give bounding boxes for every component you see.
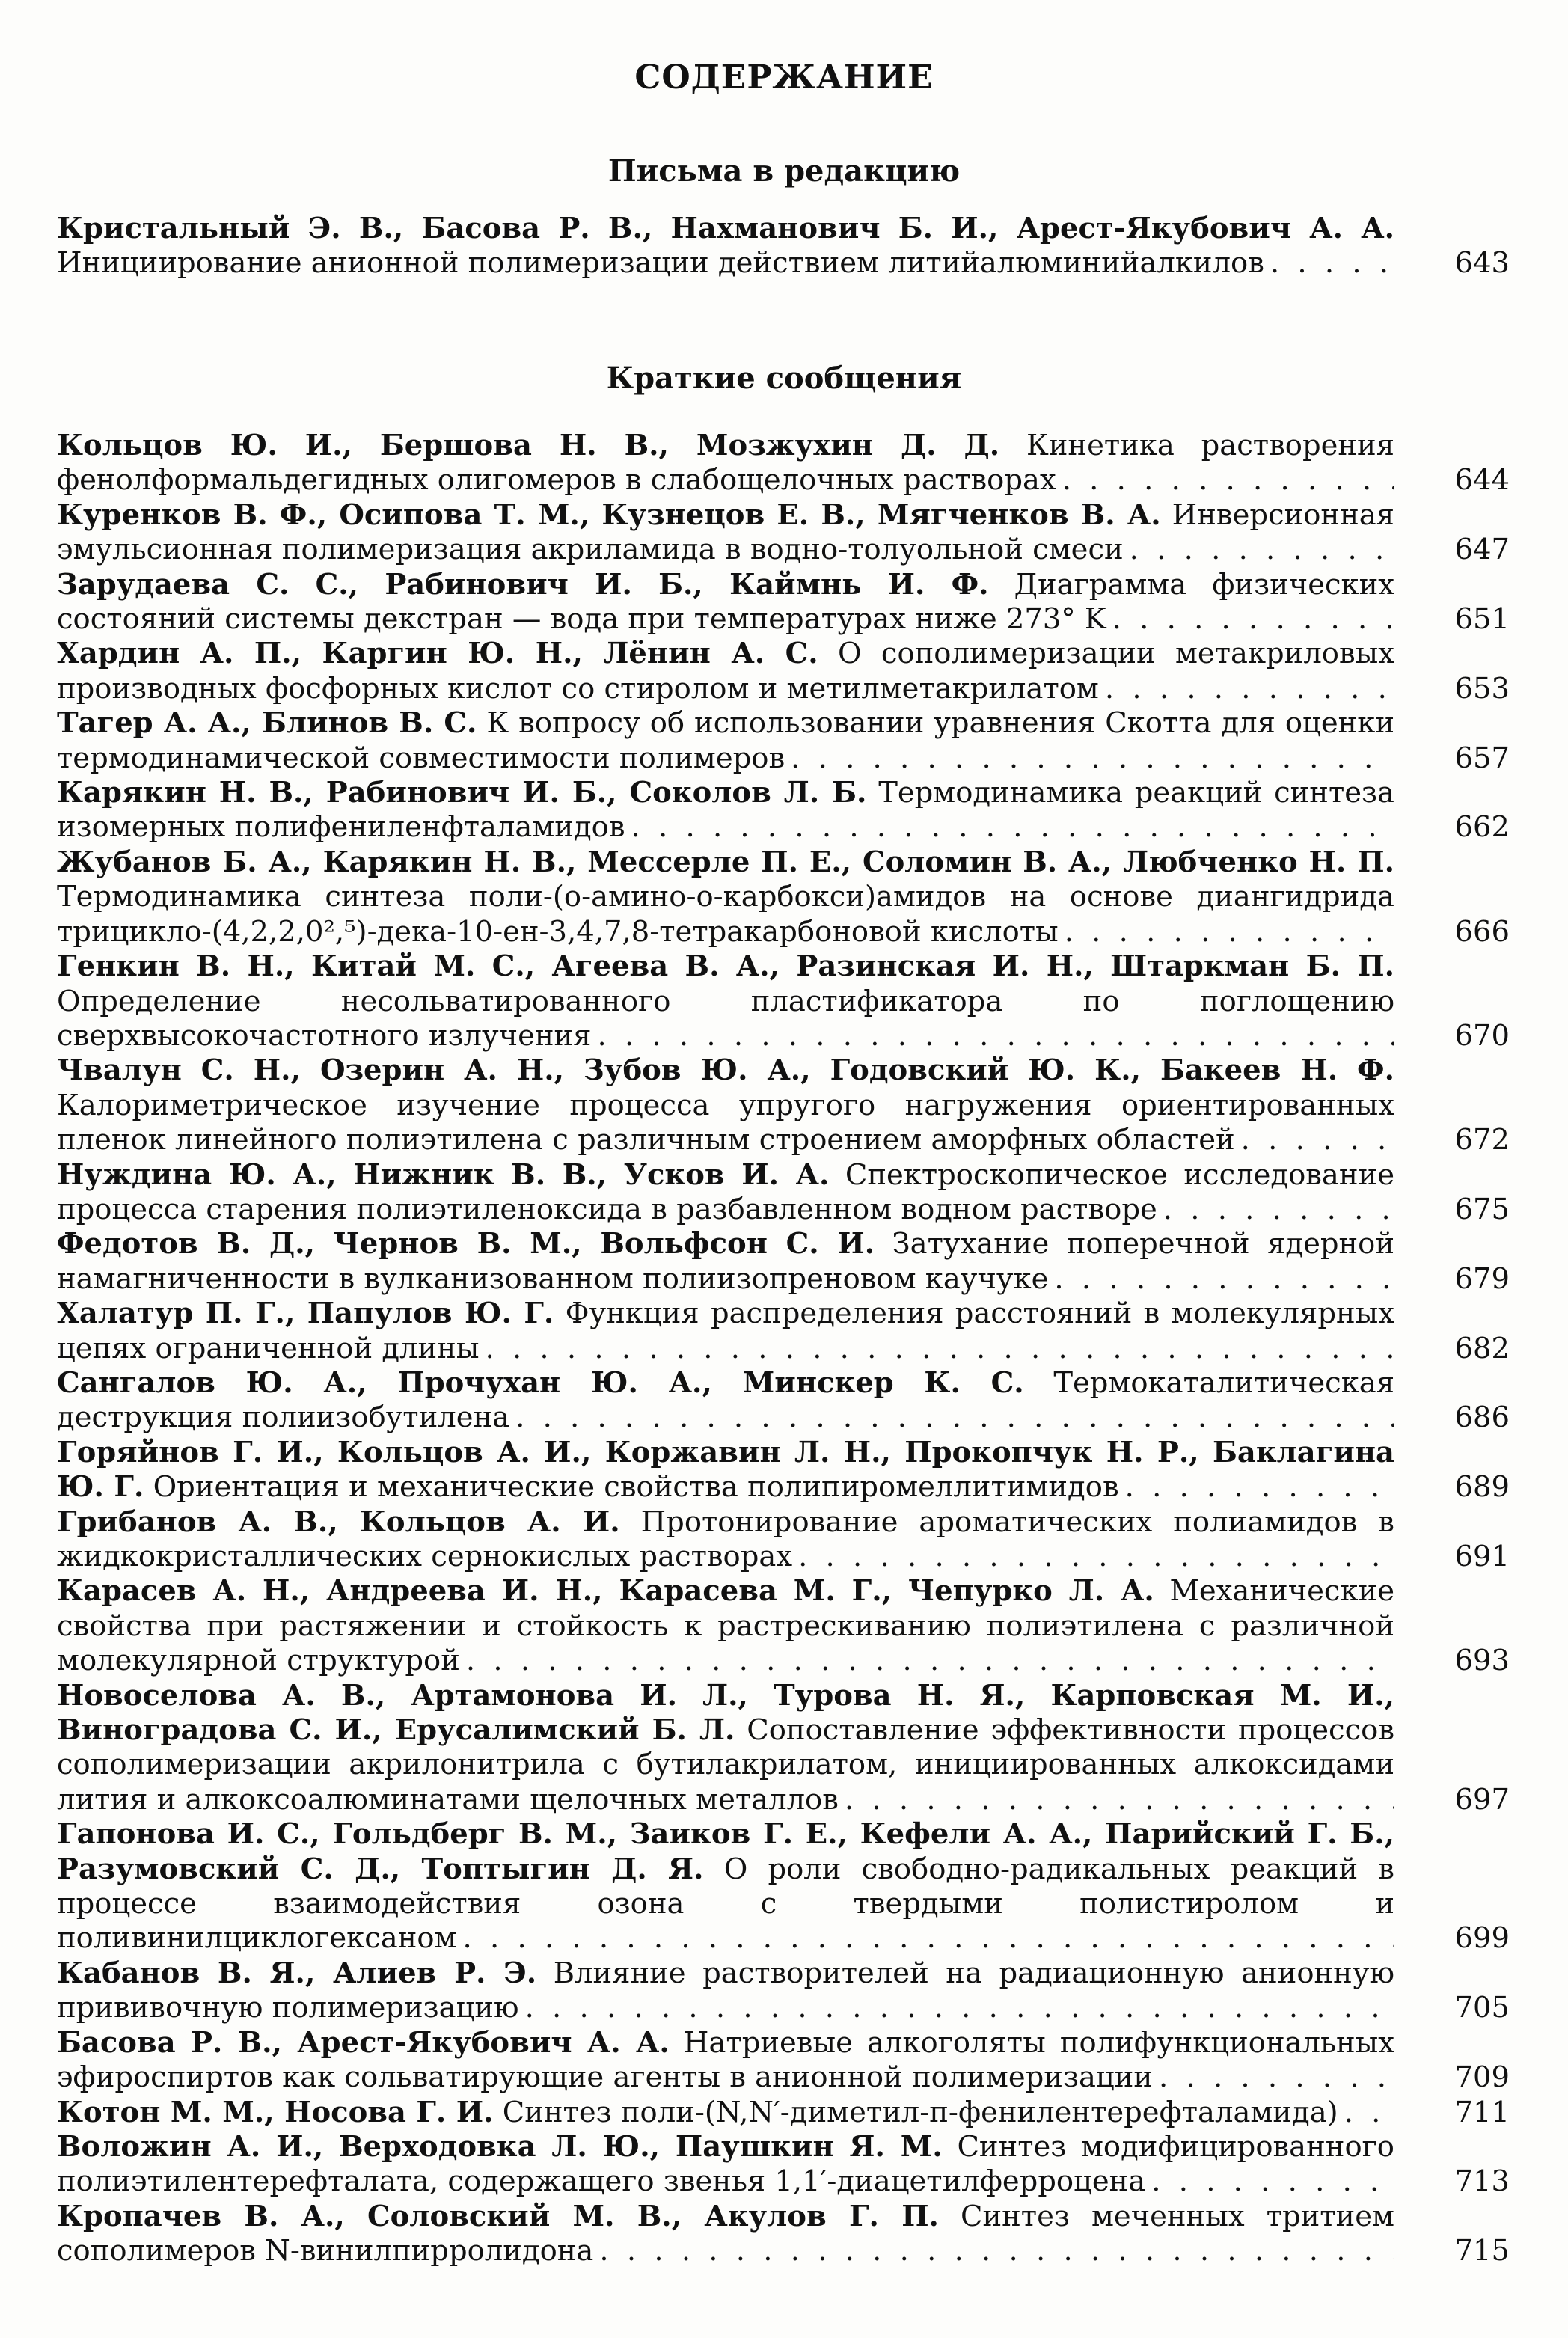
toc-entry-authors: Зарудаева С. С., Рабинович И. Б., Каймнь И. Ф.	[57, 567, 989, 602]
toc-entry-title: Кинетика растворения фенолформальдегидных олигомеров в слабощелочных растворах	[57, 429, 1394, 498]
toc-entry[interactable]	[57, 429, 1510, 498]
toc-entry[interactable]	[57, 2130, 1510, 2200]
toc-entry-authors: Сангалов Ю. А., Прочухан Ю. А., Минскер К. С.	[57, 1365, 1024, 1400]
toc-entry[interactable]	[57, 2096, 1510, 2130]
toc-entry[interactable]	[57, 1436, 1510, 1505]
toc-entry-page-number: 675	[1412, 1193, 1510, 1227]
toc-entry-title: Диаграмма физических состояний системы декстран — вода при температурах ниже 273° K	[57, 567, 1394, 637]
toc-entry-title: Функция распределения расстояний в молекулярных цепях ограниченной длины	[57, 1297, 1394, 1365]
toc-entry-text	[57, 1227, 1394, 1297]
toc-entry-text	[57, 1505, 1394, 1575]
toc-entry-authors: Котон М. М., Носова Г. И.	[57, 2095, 494, 2129]
toc-entry-text	[57, 1436, 1394, 1505]
toc-entry[interactable]	[57, 706, 1510, 776]
section-heading-letters: Письма в редакцию	[607, 153, 961, 189]
toc-entry-page-number: 670	[1412, 1019, 1510, 1053]
toc-entry-title: Натриевые алкоголяты полифункциональных эфироспиртов как сольватирующие агенты в анионной полимеризации	[57, 2025, 1394, 2095]
toc-entry-text	[57, 706, 1394, 776]
toc-entry-text	[57, 949, 1394, 1053]
toc-entry-text	[57, 845, 1394, 949]
section-short-reports-entries	[57, 429, 1510, 2269]
toc-entry[interactable]	[57, 1297, 1510, 1366]
toc-entry-title: Протонирование ароматических полиамидов в жидкокристаллических сернокислых растворах	[57, 1505, 1394, 1573]
toc-entry[interactable]	[57, 776, 1510, 845]
toc-entry-title: Затухание поперечной ядерной намагниченности в вулканизованном полиизопреновом каучуке	[57, 1227, 1394, 1296]
toc-entry-title: Синтез меченных тритием сополимеров N-винилпирролидона	[57, 2199, 1394, 2268]
toc-entry[interactable]	[57, 2200, 1510, 2269]
toc-entry-authors: Генкин В. Н., Китай М. С., Агеева В. А., Разинская И. Н., Штаркман Б. П.	[57, 949, 1394, 984]
toc-entry-page-number: 682	[1412, 1332, 1510, 1366]
toc-entry-text	[57, 1158, 1394, 1228]
toc-entry[interactable]	[57, 1053, 1510, 1157]
toc-entry-authors: Новоселова А. В., Артамонова И. Л., Турова Н. Я., Карповская М. И., Виноградова С. И., Ерусалимский Б. Л.	[57, 1678, 1394, 1748]
toc-entry-title: Определение несольватированного пластификатора по поглощению сверхвысокочастотного излучения	[57, 984, 1394, 1053]
toc-entry-page-number: 643	[1412, 246, 1510, 281]
toc-entry-text	[57, 212, 1394, 281]
toc-entry-page-number: 651	[1412, 602, 1510, 637]
toc-entry-page-number: 713	[1412, 2164, 1510, 2199]
toc-entry-title: К вопросу об использовании уравнения Скотта для оценки термодинамической совместимости полимеров	[57, 706, 1394, 775]
toc-entry-title: Механические свойства при растяжении и стойкость к растрескиванию полиэтилена с различной молекулярной структурой	[57, 1574, 1394, 1678]
toc-entry-text	[57, 1956, 1394, 2026]
toc-entry-authors: Тагер А. А., Блинов В. С.	[57, 706, 477, 741]
toc-entry[interactable]	[57, 1574, 1510, 1678]
toc-entry-authors: Халатур П. Г., Папулов Ю. Г.	[57, 1297, 554, 1331]
toc-entry-authors: Чвалун С. Н., Озерин А. Н., Зубов Ю. А., Годовский Ю. К., Бакеев Н. Ф.	[57, 1053, 1394, 1088]
toc-entry-text	[57, 1053, 1394, 1157]
toc-entry-page-number: 699	[1412, 1921, 1510, 1956]
toc-entry-text	[57, 1817, 1394, 1956]
toc-entry[interactable]	[57, 2026, 1510, 2096]
toc-entry-page-number: 697	[1412, 1783, 1510, 1817]
toc-entry-text	[57, 637, 1394, 706]
toc-entry-page-number: 647	[1412, 533, 1510, 567]
toc-entry[interactable]	[57, 212, 1510, 281]
toc-entry[interactable]	[57, 845, 1510, 949]
toc-entry-authors: Басова Р. В., Арест-Якубович А. А.	[57, 2025, 670, 2060]
toc-entry-text	[57, 2026, 1394, 2096]
toc-entry[interactable]	[57, 1158, 1510, 1228]
toc-entry-text	[57, 2130, 1394, 2200]
toc-entry-text	[57, 2096, 1394, 2130]
toc-entry[interactable]	[57, 568, 1510, 637]
toc-entry-text	[57, 1366, 1394, 1436]
toc-entry-page-number: 709	[1412, 2060, 1510, 2095]
toc-entry-authors: Кристальный Э. В., Басова Р. В., Нахманович Б. И., Арест-Якубович А. А.	[57, 212, 1394, 245]
toc-entry[interactable]	[57, 637, 1510, 706]
toc-entry-title: Инверсионная эмульсионная полимеризация акриламида в водно-толуольной смеси	[57, 498, 1394, 567]
toc-entry-text	[57, 776, 1394, 845]
toc-entry-authors: Кабанов В. Я., Алиев Р. Э.	[57, 1956, 537, 1990]
toc-entry-page-number: 679	[1412, 1262, 1510, 1297]
toc-entry-title: О сополимеризации метакриловых производных фосфорных кислот со стиролом и метилметакрилатом	[57, 637, 1394, 706]
toc-entry[interactable]	[57, 1505, 1510, 1575]
toc-entry-title: Влияние растворителей на радиационную анионную прививочную полимеризацию	[57, 1956, 1394, 2025]
toc-entry-title: Термодинамика реакций синтеза изомерных полифениленфталамидов	[57, 776, 1394, 845]
toc-entry-title: Ориентация и механические свойства полипиромеллитимидов	[153, 1470, 1119, 1505]
toc-entry-title: О роли свободно-радикальных реакций в процессе взаимодействия озона с твердыми полистиролом и поливинилциклогексаном	[57, 1852, 1394, 1956]
section-letters-entries	[57, 212, 1510, 281]
toc-entry-page-number: 657	[1412, 741, 1510, 776]
toc-entry-authors: Карасев А. Н., Андреева И. Н., Карасева М. Г., Чепурко Л. А.	[57, 1574, 1154, 1609]
toc-entry-authors: Федотов В. Д., Чернов В. М., Вольфсон С. И.	[57, 1227, 875, 1261]
toc-entry-authors: Кольцов Ю. И., Бершова Н. В., Мозжухин Д. Д.	[57, 429, 1000, 462]
toc-entry[interactable]	[57, 1956, 1510, 2026]
toc-entry-authors: Воложин А. И., Верходовка Л. Ю., Паушкин Я. М.	[57, 2129, 943, 2164]
toc-entry-page-number: 653	[1412, 672, 1510, 706]
toc-entry-page-number: 693	[1412, 1644, 1510, 1678]
toc-entry-page-number: 672	[1412, 1123, 1510, 1157]
toc-entry-authors: Кропачев В. А., Соловский М. В., Акулов Г. П.	[57, 2199, 939, 2233]
page-title: СОДЕРЖАНИЕ	[634, 58, 934, 97]
toc-entry[interactable]	[57, 498, 1510, 568]
toc-entry-authors: Гапонова И. С., Гольдберг В. М., Заиков Г. Е., Кефели А. А., Парийский Г. Б., Разумовский С. Д., Топтыгин Д. Я.	[57, 1817, 1394, 1886]
toc-entry-title: Инициирование анионной полимеризации действием литийалюминийалкилов	[57, 246, 1264, 281]
toc-entry-text	[57, 1574, 1394, 1678]
toc-entry[interactable]	[57, 1227, 1510, 1297]
toc-entry[interactable]	[57, 1366, 1510, 1436]
toc-entry-page-number: 715	[1412, 2234, 1510, 2268]
toc-entry-page-number: 644	[1412, 463, 1510, 498]
toc-entry-title: Синтез поли-(N,N′-диметил-п-фенилентерефталамида)	[502, 2095, 1338, 2129]
toc-entry-page-number: 691	[1412, 1540, 1510, 1574]
toc-entry-text	[57, 498, 1394, 568]
section-heading-short-reports: Краткие сообщения	[606, 361, 962, 396]
toc-entry-page-number: 662	[1412, 810, 1510, 845]
toc-entry-authors: Жубанов Б. А., Карякин Н. В., Мессерле П. Е., Соломин В. А., Любченко Н. П.	[57, 845, 1394, 879]
toc-entry-page-number: 705	[1412, 1991, 1510, 2025]
toc-entry-text	[57, 568, 1394, 637]
toc-entry-title: Термодинамика синтеза поли-(о-амино-о-карбокси)амидов на основе диангидрида трицикло-(4,2,2,0²,⁵)-дека-10-ен-3,4,7,8-тетракарбоновой кислоты	[57, 880, 1394, 949]
toc-entry-authors: Карякин Н. В., Рабинович И. Б., Соколов Л. Б.	[57, 776, 867, 810]
toc-entry[interactable]	[57, 1817, 1510, 1956]
toc-entry-text	[57, 429, 1394, 498]
toc-entry-text	[57, 1679, 1394, 1818]
toc-entry-authors: Куренков В. Ф., Осипова Т. М., Кузнецов Е. В., Мягченков В. А.	[57, 498, 1161, 532]
toc-entry-title: Спектроскопическое исследование процесса старения полиэтиленоксида в разбавленном водном растворе	[57, 1157, 1394, 1226]
toc-entry-page-number: 689	[1412, 1470, 1510, 1505]
toc-entry-title: Калориметрическое изучение процесса упругого нагружения ориентированных пленок линейного полиэтилена с различным строением аморфных областей	[57, 1088, 1394, 1157]
toc-entry-page-number: 666	[1412, 915, 1510, 949]
toc-entry-title: Сопоставление эффективности процессов сополимеризации акрилонитрила с бутилакрилатом, инициированных алкоксидами лития и алкоксоалюминатами щелочных металлов	[57, 1713, 1394, 1817]
toc-entry-authors: Грибанов А. В., Кольцов А. И.	[57, 1505, 620, 1539]
toc-entry-text	[57, 2200, 1394, 2269]
toc-entry[interactable]	[57, 949, 1510, 1053]
toc-entry-authors: Нуждина Ю. А., Нижник В. В., Усков И. А.	[57, 1157, 830, 1192]
toc-entry-title: Синтез модифицированного полиэтилентерефталата, содержащего звенья 1,1′-диацетилферроцена	[57, 2129, 1394, 2199]
toc-entry-text	[57, 1297, 1394, 1366]
toc-entry-authors: Хардин А. П., Каргин Ю. Н., Лёнин А. С.	[57, 637, 818, 671]
toc-entry-authors: Горяйнов Г. И., Кольцов А. И., Коржавин Л. Н., Прокопчук Н. Р., Баклагина Ю. Г.	[57, 1435, 1394, 1505]
toc-entry-page-number: 686	[1412, 1401, 1510, 1435]
toc-entry-page-number: 711	[1412, 2096, 1510, 2130]
toc-entry[interactable]	[57, 1679, 1510, 1818]
toc-entry-title: Термокаталитическая деструкция полиизобутилена	[57, 1365, 1394, 1435]
